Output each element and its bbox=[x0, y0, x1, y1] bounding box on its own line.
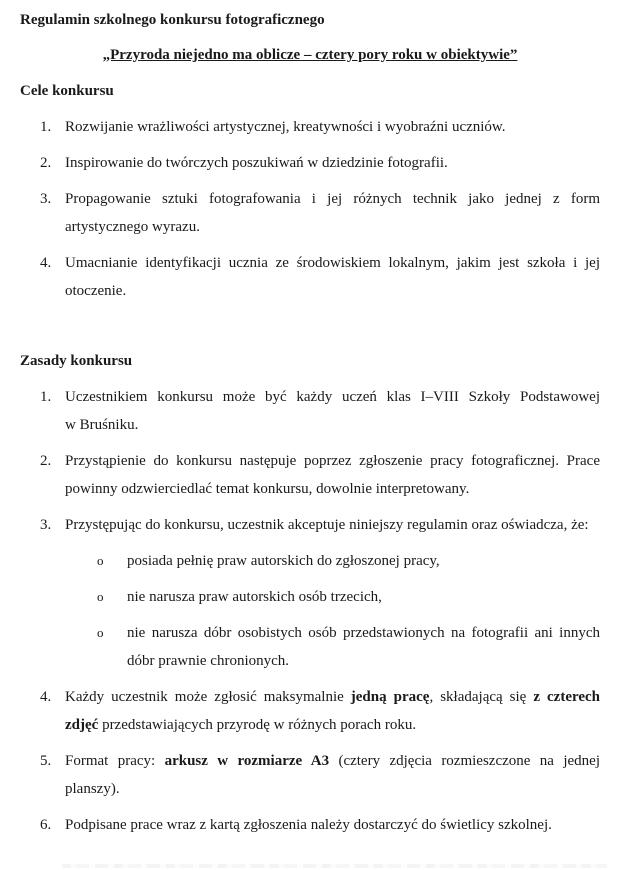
text-run: Rozwijanie wrażliwości artystycznej, kreatywności i wyobraźni uczniów. bbox=[65, 119, 506, 135]
list-item bbox=[40, 149, 600, 177]
list-item-number: 6. bbox=[40, 817, 52, 833]
text-run: Każdy uczestnik może zgłosić maksymalnie bbox=[65, 689, 351, 705]
sub-list-item bbox=[97, 619, 600, 675]
text-run: posiada pełnię praw autorskich do zgłoszonej pracy, bbox=[127, 553, 440, 569]
list-item-text bbox=[65, 511, 600, 539]
list-item bbox=[40, 447, 600, 503]
circle-bullet: o bbox=[97, 625, 104, 640]
text-run: (cztery zdjęcia rozmieszczone na jednej planszy). bbox=[65, 753, 600, 797]
list-item-text bbox=[65, 113, 600, 141]
list-item-text bbox=[65, 383, 600, 439]
document-title: Regulamin szkolnego konkursu fotograficznego bbox=[20, 12, 325, 28]
text-run: Inspirowanie do twórczych poszukiwań w dziedzinie fotografii. bbox=[65, 155, 448, 171]
list-item-number: 1. bbox=[40, 389, 52, 405]
circle-bullet: o bbox=[97, 553, 104, 568]
text-run: Uczestnikiem konkursu może być każdy uczeń klas I–VIII Szkoły Podstawowej w Bruśniku. bbox=[65, 389, 600, 433]
list-item-text bbox=[65, 811, 600, 839]
clipped-next-line bbox=[62, 864, 607, 868]
text-run: Format pracy: bbox=[65, 753, 165, 769]
text-run: Przystępując do konkursu, uczestnik akceptuje niniejszy regulamin oraz oświadcza, że: bbox=[65, 517, 589, 533]
list-item-text bbox=[65, 185, 600, 241]
document-subtitle: „Przyroda niejedno ma oblicze – cztery pory roku w obiektywie” bbox=[102, 47, 518, 63]
text-run: Propagowanie sztuki fotografowania i jej różnych technik jako jednej z form artystycznego wyrazu. bbox=[65, 191, 600, 235]
sub-list-item bbox=[97, 547, 600, 575]
sub-list-item bbox=[97, 583, 600, 611]
list-item bbox=[40, 811, 600, 839]
list-item-number: 3. bbox=[40, 517, 52, 533]
text-run: , składającą się bbox=[429, 689, 534, 705]
document-sections bbox=[0, 77, 618, 839]
list-item-number: 3. bbox=[40, 191, 52, 207]
list-item-number: 5. bbox=[40, 753, 52, 769]
list-item bbox=[40, 383, 600, 439]
circle-bullet: o bbox=[97, 589, 104, 604]
list-item-number: 1. bbox=[40, 119, 52, 135]
bold-text-run: z czterech zdjęć bbox=[65, 689, 601, 733]
text-run: Przystąpienie do konkursu następuje poprzez zgłoszenie pracy fotograficznej. Prace powinny odzwierciedlać temat konkursu, dowolnie interpretowany. bbox=[65, 453, 600, 497]
list-item-text bbox=[65, 747, 600, 803]
list-item bbox=[40, 747, 600, 803]
sub-list-item-text bbox=[127, 547, 600, 575]
sub-list-item-text bbox=[127, 583, 600, 611]
list-item bbox=[40, 683, 600, 739]
list-item-text bbox=[65, 447, 600, 503]
text-run: nie narusza praw autorskich osób trzecich, bbox=[127, 589, 382, 605]
section-heading: Zasady konkursu bbox=[20, 353, 133, 369]
text-run: przedstawiających przyrodę w różnych porach roku. bbox=[98, 717, 417, 733]
list-item-text bbox=[65, 683, 600, 739]
text-run: Podpisane prace wraz z kartą zgłoszenia należy dostarczyć do świetlicy szkolnej. bbox=[65, 817, 552, 833]
text-run: nie narusza dóbr osobistych osób przedstawionych na fotografii ani innych dóbr prawnie chronionych. bbox=[127, 625, 600, 669]
list-item-text bbox=[65, 249, 600, 305]
list-item-text bbox=[65, 149, 600, 177]
text-run: Umacnianie identyfikacji ucznia ze środowiskiem lokalnym, jakim jest szkoła i jej otoczenie. bbox=[65, 255, 600, 299]
bold-text-run: arkusz w rozmiarze A3 bbox=[164, 753, 330, 769]
sub-list-item-text bbox=[127, 619, 600, 675]
list-item bbox=[40, 185, 600, 241]
section-heading: Cele konkursu bbox=[20, 83, 114, 99]
list-item bbox=[40, 113, 600, 141]
bold-text-run: jedną pracę bbox=[350, 689, 430, 705]
list-item-number: 2. bbox=[40, 155, 52, 171]
list-item-number: 4. bbox=[40, 689, 52, 705]
list-item-number: 2. bbox=[40, 453, 52, 469]
list-item-number: 4. bbox=[40, 255, 52, 271]
list-item bbox=[40, 249, 600, 305]
list-item bbox=[40, 511, 600, 539]
